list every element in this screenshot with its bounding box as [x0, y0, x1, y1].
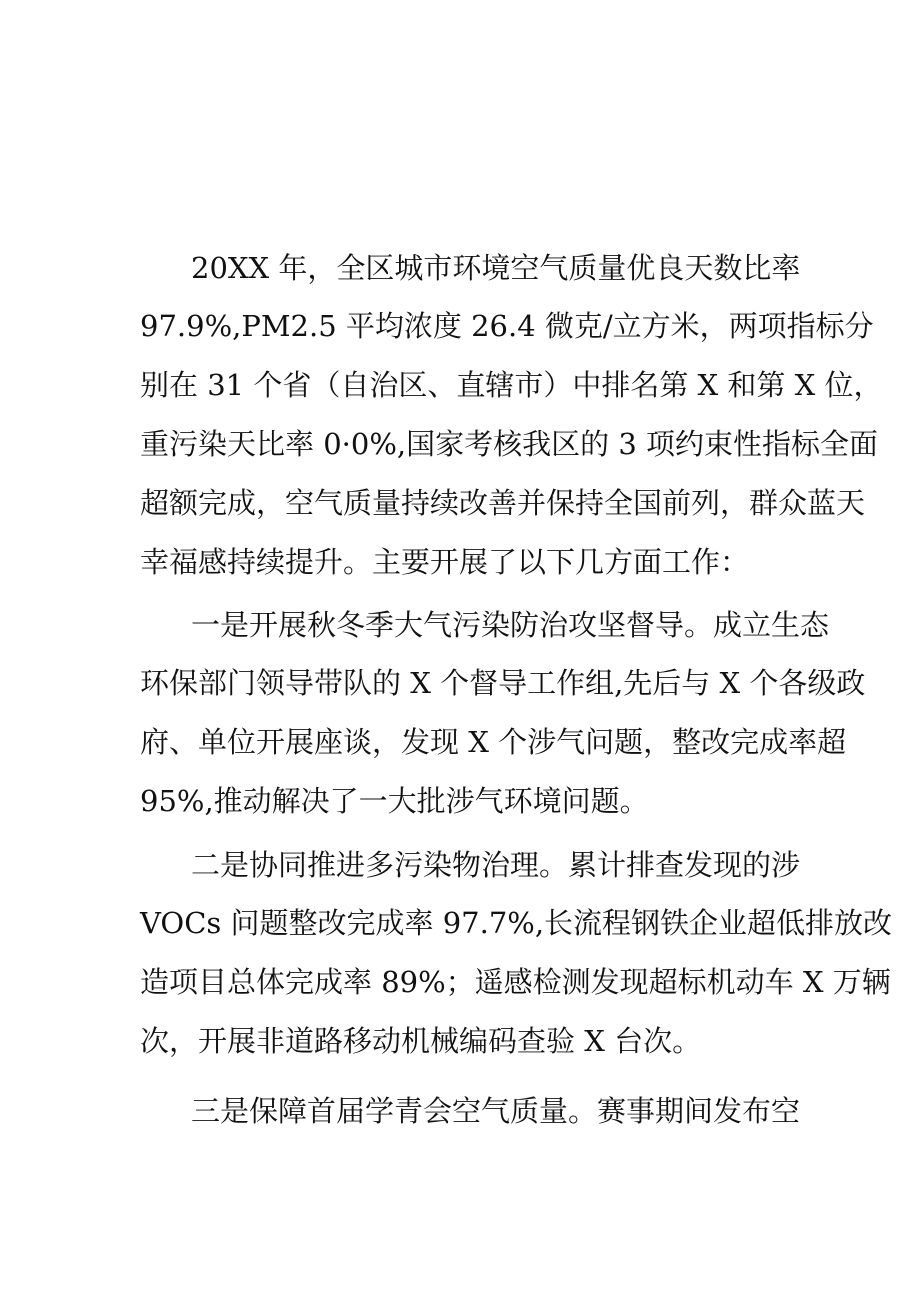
text-line: 别在 31 个省（自治区、直辖市）中排名第 X 和第 X 位， — [140, 368, 883, 402]
text-line: 超额完成，空气质量持续改善并保持全国前列，群众蓝天 — [140, 486, 866, 520]
text-line: 次，开展非道路移动机械编码查验 X 台次。 — [140, 1024, 702, 1058]
text-line: 幸福感持续提升。主要开展了以下几方面工作： — [140, 545, 750, 579]
text-line: 重污染天比率 0·0%,国家考核我区的 3 项约束性指标全面 — [140, 427, 878, 461]
text-line: 造项目总体完成率 89%；遥感检测发现超标机动车 X 万辆 — [140, 965, 891, 999]
text-line: 二是协同推进多污染物治理。累计排查发现的涉 — [191, 848, 801, 882]
text-line: 一是开展秋冬季大气污染防治攻坚督导。成立生态 — [191, 608, 830, 642]
text-line: 20XX 年，全区城市环境空气质量优良天数比率 — [191, 251, 801, 285]
text-line: 府、单位开展座谈，发现 X 个涉气问题，整改完成率超 — [140, 725, 847, 759]
text-line: 环保部门领导带队的 X 个督导工作组,先后与 X 个各级政 — [140, 666, 866, 700]
text-line: 三是保障首届学青会空气质量。赛事期间发布空 — [191, 1094, 801, 1128]
text-line: 95%,推动解决了一大批涉气环境问题。 — [140, 784, 649, 818]
text-line: 97.9%,PM2.5 平均浓度 26.4 微克/立方米，两项指标分 — [140, 309, 874, 343]
text-line: VOCs 问题整改完成率 97.7%,长流程钢铁企业超低排放改 — [140, 906, 893, 940]
